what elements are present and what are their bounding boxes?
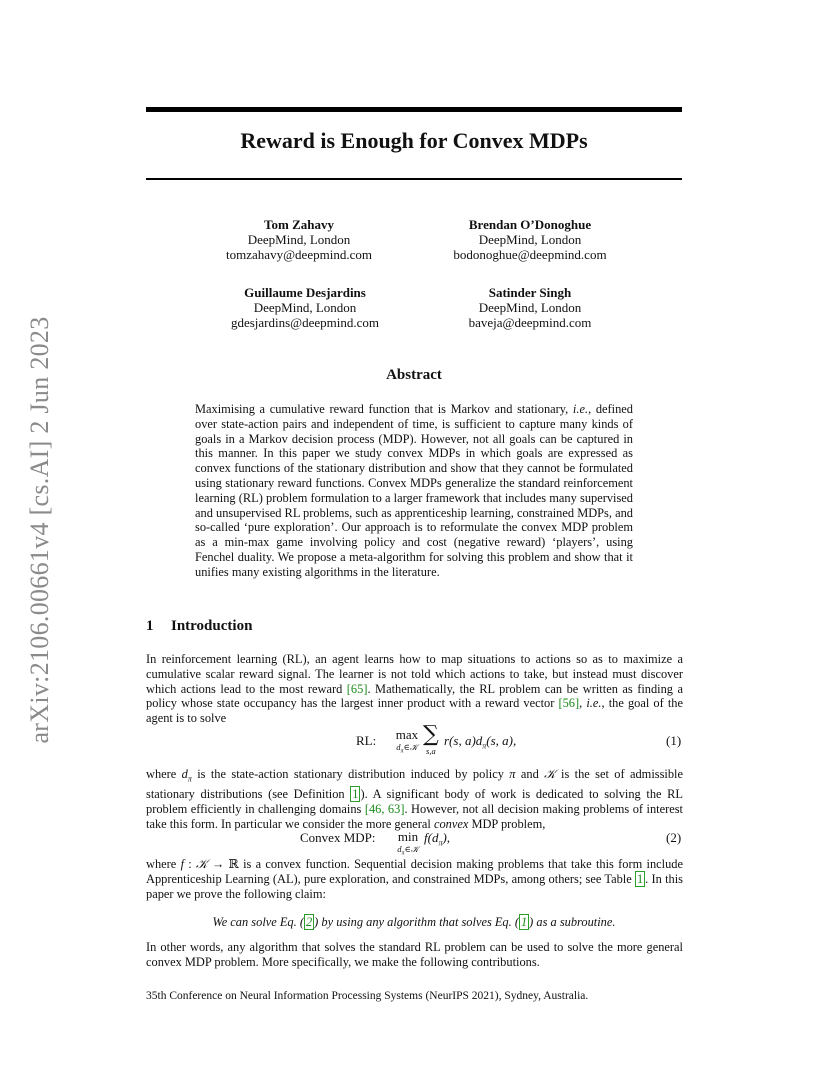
math-f-map: f [180, 857, 185, 871]
intro-paragraph-2 [146, 767, 683, 832]
paragraph-text: MDP problem, [468, 816, 546, 831]
emphasis-text: convex [433, 816, 469, 831]
author-affiliation: DeepMind, London [247, 232, 351, 247]
abstract-text: , defined over state-action pairs and independent of time, is sufficient to capture many kinds of goals in a Markov decision process (MDP). However, not all goals can be captured in this manner. In this paper we study convex MDPs in which goals are expressed as convex functions of the stationary distribution and show that they cannot be formulated using stationary reward functions. Convex MDPs generalize the standard reinforcement learning (RL) problem formulation to a larger framework that includes many supervised and unsupervised RL problems, such as apprenticeship learning, constrained MDPs, and so-called ‘pure exploration’. Our approach is to reformulate the convex MDP problem as a min-max game involving policy and cost (negative reward) ‘players’, using Fenchel duality. We propose a meta-algorithm for solving this problem and show that it unifies many existing algorithms in the literature. [195, 402, 633, 579]
equation-2-body: $f(d_\pi)$, [424, 830, 451, 848]
abstract-text: Maximising a cumulative reward function that is Markov and stationary, [195, 402, 573, 416]
paragraph-text: where [146, 767, 182, 781]
equation-2-operator: min $d_\pi\in 𝒦$ [397, 829, 419, 857]
paper-title: Reward is Enough for Convex MDPs [240, 128, 588, 153]
paragraph-text: , [579, 696, 587, 711]
math-set-k: 𝒦 [544, 767, 556, 781]
title-top-rule [146, 107, 682, 112]
claim-text: by using any algorithm that solves Eq. [318, 915, 515, 929]
paragraph-text: . However, not all decision making problems of interest take this form. In particular we consider the more general [146, 802, 683, 831]
title-bottom-rule [146, 178, 682, 180]
equation-2-label: Convex MDP: [300, 830, 376, 845]
abstract-body [195, 402, 633, 580]
equation-reference-link[interactable]: 2 [305, 915, 313, 929]
paragraph-text: In reinforcement learning (RL), an agent learns how to map situations to actions so as to maximize a cumulative scalar reward signal. The learner is not told which actions to take, but instead must discover which actions lead to the most reward [146, 652, 683, 696]
paragraph-text: is a convex function. Sequential decision making problems that take this form include Apprenticeship Learning (AL), pure exploration, and constrained MDPs, among others; see Table [146, 857, 683, 886]
author-block [400, 217, 660, 262]
citation-link[interactable]: [65] [346, 681, 368, 696]
equation-1-operator: max $d_\pi\in 𝒦$ [395, 727, 419, 755]
conference-footnote: 35th Conference on Neural Information Processing Systems (NeurIPS 2021), Sydney, Australia. [146, 990, 589, 1002]
equation-1-number: (1) [666, 733, 682, 748]
equation-reference-link[interactable]: 1 [520, 915, 528, 929]
author-email: bodonoghue@deepmind.com [453, 247, 607, 262]
arxiv-identifier-text: arXiv:2106.00661v4 [cs.AI] 2 Jun 2023 [25, 316, 54, 744]
paragraph-text: ). A significant body of work is dedicated to solving the RL problem efficiently in challenging domains [146, 787, 683, 817]
paragraph-ie: i.e. [586, 696, 602, 711]
author-name: Satinder Singh [488, 285, 572, 300]
author-block [175, 285, 435, 330]
equation-1-body: r(s, $a)d_\pi(s$, a), [444, 733, 517, 751]
author-name: Guillaume Desjardins [244, 285, 366, 300]
equation-1-sum: ∑ s,a [423, 722, 439, 756]
citation-link[interactable]: [46, 63] [364, 802, 405, 817]
author-affiliation: DeepMind, London [478, 232, 582, 247]
section-number: 1 [146, 618, 154, 634]
author-email: baveja@deepmind.com [468, 315, 592, 330]
paragraph-text: , the goal of the agent is to solve [146, 696, 683, 726]
author-block [169, 217, 429, 262]
abstract-heading: Abstract [386, 367, 442, 383]
author-email: tomzahavy@deepmind.com [226, 247, 372, 262]
intro-paragraph-1 [146, 652, 683, 726]
intro-paragraph-4: In other words, any algorithm that solves the standard RL problem can be used to solve the more general convex MDP problem. More specifically, we make the following contributions. [146, 940, 683, 969]
main-claim: We can solve Eq. ( 2 ) by using any algorithm that solves Eq. ( 1 ) as a subroutine. [212, 915, 616, 929]
claim-text: as a subroutine. [533, 915, 616, 929]
equation-1-label: RL: [356, 733, 377, 748]
author-block [400, 285, 660, 330]
author-email: gdesjardins@deepmind.com [230, 315, 380, 330]
abstract-ie: i.e. [572, 402, 589, 416]
equation-2-number: (2) [666, 830, 682, 845]
section-heading-introduction [146, 618, 252, 635]
author-affiliation: DeepMind, London [253, 300, 357, 315]
paragraph-text: . In this paper we prove the following claim: [146, 871, 683, 901]
author-affiliation: DeepMind, London [478, 300, 582, 315]
paragraph-text: is the set of admissible stationary distributions (see Definition [146, 767, 683, 802]
definition-reference-link[interactable]: 1 [352, 787, 359, 802]
paragraph-text: . Mathematically, the RL problem can be written as finding a policy whose state occupancy has the largest inner product with a reward vector [146, 681, 684, 711]
author-name: Brendan O’Donoghue [468, 217, 592, 232]
math-pi: π [509, 767, 516, 781]
intro-paragraph-3: where f : 𝒦 → ℝ is a convex function. Sequential decision making problems that take this form include Apprenticeship Learning (AL), pure exploration, and constrained MDPs, among others; see Table 1 . In this paper we prove the following claim: [146, 857, 683, 901]
claim-text: We can solve Eq. [212, 915, 300, 929]
section-title: Introduction [171, 618, 253, 634]
paragraph-text: and [515, 767, 545, 781]
paragraph-text: is the state-action stationary distribution induced by policy [191, 767, 510, 781]
arxiv-identifier-stamp [20, 300, 60, 760]
math-d-pi: $d_\pi$ [181, 767, 192, 784]
table-reference-link[interactable]: 1 [636, 871, 644, 886]
citation-link[interactable]: [56] [558, 696, 580, 711]
paragraph-text: where [146, 857, 181, 871]
author-name: Tom Zahavy [264, 217, 334, 232]
